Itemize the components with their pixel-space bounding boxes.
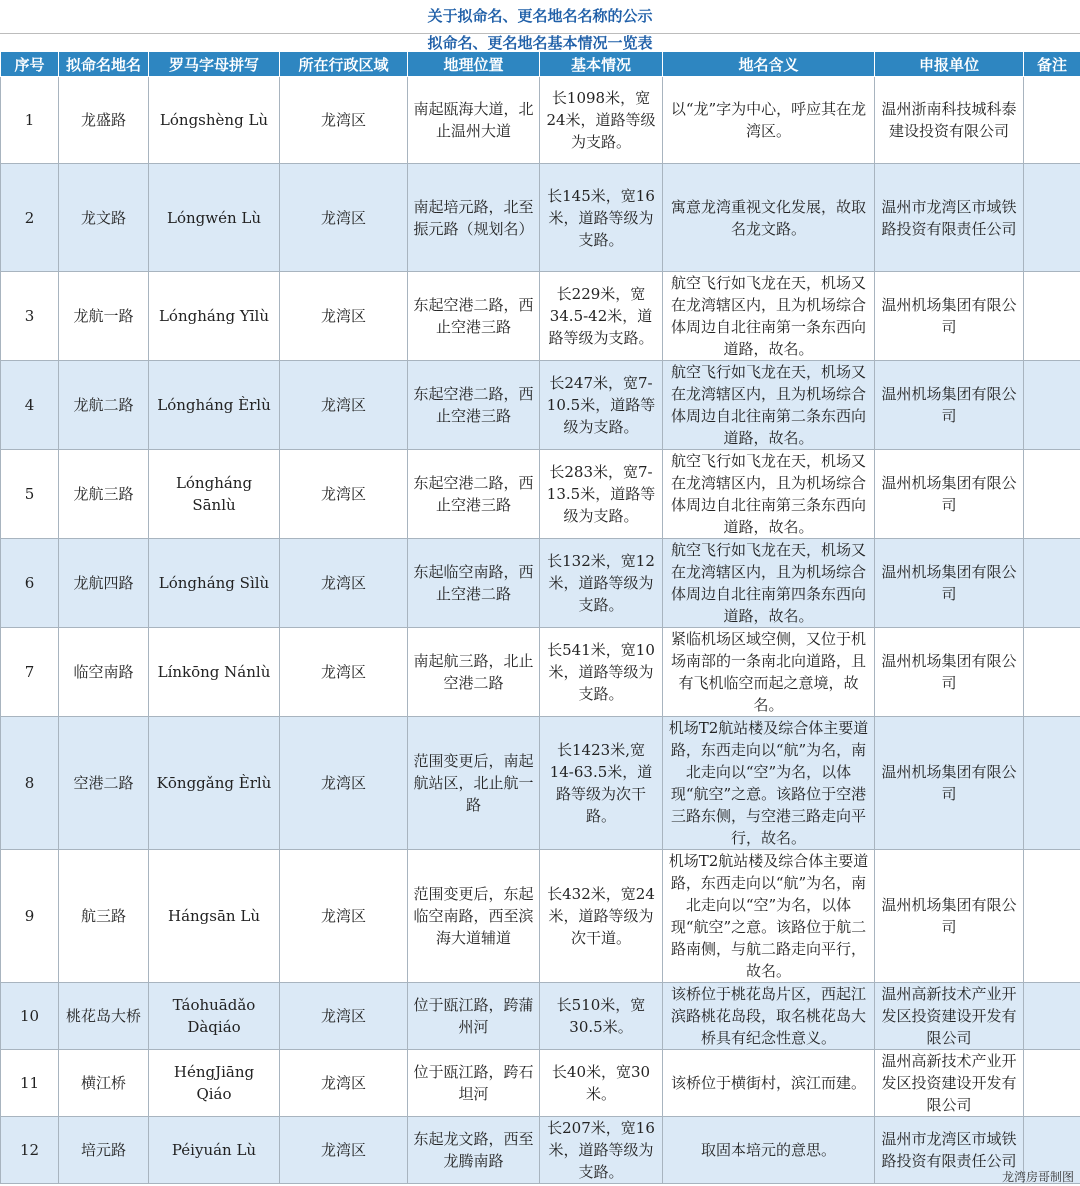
cell-applicant: 温州机场集团有限公司 bbox=[875, 850, 1024, 983]
cell-pinyin: Lóngháng Sìlù bbox=[149, 539, 280, 628]
table-subtitle: 拟命名、更名地名基本情况一览表 bbox=[427, 34, 653, 51]
cell-meaning: 机场T2航站楼及综合体主要道路，东西走向以“航”为名，南北走向以“空”为名，以体现“航空”之意。该路位于空港三路东侧，与空港三路走向平行，故名。 bbox=[663, 717, 875, 850]
cell-remark bbox=[1024, 983, 1080, 1050]
cell-meaning: 该桥位于桃花岛片区，西起江滨路桃花岛段，取名桃花岛大桥具有纪念性意义。 bbox=[663, 983, 875, 1050]
cell-name: 横江桥 bbox=[59, 1050, 149, 1117]
cell-location: 范围变更后，东起临空南路，西至滨海大道辅道 bbox=[408, 850, 540, 983]
table-row bbox=[1, 450, 1080, 539]
place-name-table bbox=[0, 51, 1080, 1184]
cell-meaning: 取固本培元的意思。 bbox=[663, 1117, 875, 1184]
header-pinyin: 罗马字母拼写 bbox=[149, 52, 280, 77]
table-header-row bbox=[1, 52, 1080, 77]
cell-district: 龙湾区 bbox=[280, 539, 408, 628]
cell-info: 长1423米,宽14-63.5米，道路等级为次干路。 bbox=[540, 717, 663, 850]
cell-district: 龙湾区 bbox=[280, 164, 408, 272]
cell-district: 龙湾区 bbox=[280, 717, 408, 850]
cell-name: 航三路 bbox=[59, 850, 149, 983]
cell-info: 长247米，宽7-10.5米，道路等级为支路。 bbox=[540, 361, 663, 450]
cell-remark bbox=[1024, 77, 1080, 164]
cell-no: 12 bbox=[1, 1117, 59, 1184]
cell-meaning: 航空飞行如飞龙在天，机场又在龙湾辖区内，且为机场综合体周边自北往南第二条东西向道路，故名。 bbox=[663, 361, 875, 450]
cell-district: 龙湾区 bbox=[280, 77, 408, 164]
header-info: 基本情况 bbox=[540, 52, 663, 77]
cell-pinyin: HéngJiāng Qiáo bbox=[149, 1050, 280, 1117]
header-location: 地理位置 bbox=[408, 52, 540, 77]
cell-location: 东起临空南路，西止空港二路 bbox=[408, 539, 540, 628]
cell-pinyin: Hángsān Lù bbox=[149, 850, 280, 983]
cell-no: 4 bbox=[1, 361, 59, 450]
header-name: 拟命名地名 bbox=[59, 52, 149, 77]
cell-district: 龙湾区 bbox=[280, 628, 408, 717]
cell-pinyin: Kōnggǎng Èrlù bbox=[149, 717, 280, 850]
cell-meaning: 以“龙”字为中心，呼应其在龙湾区。 bbox=[663, 77, 875, 164]
cell-remark bbox=[1024, 164, 1080, 272]
cell-name: 龙盛路 bbox=[59, 77, 149, 164]
cell-name: 龙航二路 bbox=[59, 361, 149, 450]
cell-name: 桃花岛大桥 bbox=[59, 983, 149, 1050]
cell-meaning: 寓意龙湾重视文化发展，故取名龙文路。 bbox=[663, 164, 875, 272]
cell-no: 11 bbox=[1, 1050, 59, 1117]
cell-pinyin: Táohuādǎo Dàqiáo bbox=[149, 983, 280, 1050]
cell-remark bbox=[1024, 272, 1080, 361]
table-row bbox=[1, 717, 1080, 850]
cell-info: 长541米，宽10米，道路等级为支路。 bbox=[540, 628, 663, 717]
cell-no: 9 bbox=[1, 850, 59, 983]
cell-name: 培元路 bbox=[59, 1117, 149, 1184]
cell-info: 长432米，宽24米，道路等级为次干道。 bbox=[540, 850, 663, 983]
cell-applicant: 温州浙南科技城科泰建设投资有限公司 bbox=[875, 77, 1024, 164]
cell-name: 龙航三路 bbox=[59, 450, 149, 539]
cell-applicant: 温州高新技术产业开发区投资建设开发有限公司 bbox=[875, 983, 1024, 1050]
cell-name: 龙航一路 bbox=[59, 272, 149, 361]
cell-info: 长145米，宽16米，道路等级为支路。 bbox=[540, 164, 663, 272]
cell-name: 龙航四路 bbox=[59, 539, 149, 628]
cell-location: 南起瓯海大道，北止温州大道 bbox=[408, 77, 540, 164]
cell-info: 长207米，宽16米，道路等级为支路。 bbox=[540, 1117, 663, 1184]
cell-no: 1 bbox=[1, 77, 59, 164]
cell-location: 南起航三路，北止空港二路 bbox=[408, 628, 540, 717]
cell-applicant: 温州高新技术产业开发区投资建设开发有限公司 bbox=[875, 1050, 1024, 1117]
cell-location: 东起空港二路，西止空港三路 bbox=[408, 361, 540, 450]
cell-location: 范围变更后，南起航站区，北止航一路 bbox=[408, 717, 540, 850]
cell-applicant: 温州机场集团有限公司 bbox=[875, 539, 1024, 628]
table-row bbox=[1, 628, 1080, 717]
table-row bbox=[1, 1117, 1080, 1184]
cell-pinyin: Lóngháng Èrlù bbox=[149, 361, 280, 450]
cell-pinyin: Lóngháng Sānlù bbox=[149, 450, 280, 539]
cell-meaning: 机场T2航站楼及综合体主要道路，东西走向以“航”为名，南北走向以“空”为名，以体现“航空”之意。该路位于航二路南侧，与航二路走向平行，故名。 bbox=[663, 850, 875, 983]
cell-info: 长132米，宽12米，道路等级为支路。 bbox=[540, 539, 663, 628]
cell-meaning: 航空飞行如飞龙在天，机场又在龙湾辖区内，且为机场综合体周边自北往南第四条东西向道路，故名。 bbox=[663, 539, 875, 628]
header-district: 所在行政区域 bbox=[280, 52, 408, 77]
table-row bbox=[1, 272, 1080, 361]
header-remark: 备注 bbox=[1024, 52, 1080, 77]
cell-pinyin: Péiyuán Lù bbox=[149, 1117, 280, 1184]
cell-applicant: 温州市龙湾区市域铁路投资有限责任公司 bbox=[875, 164, 1024, 272]
cell-meaning: 该桥位于横街村，滨江而建。 bbox=[663, 1050, 875, 1117]
cell-name: 空港二路 bbox=[59, 717, 149, 850]
cell-district: 龙湾区 bbox=[280, 272, 408, 361]
header-meaning: 地名含义 bbox=[663, 52, 875, 77]
cell-no: 2 bbox=[1, 164, 59, 272]
cell-no: 5 bbox=[1, 450, 59, 539]
cell-remark bbox=[1024, 361, 1080, 450]
table-row bbox=[1, 983, 1080, 1050]
cell-applicant: 温州机场集团有限公司 bbox=[875, 361, 1024, 450]
cell-applicant: 温州机场集团有限公司 bbox=[875, 717, 1024, 850]
page-title: 关于拟命名、更名地名名称的公示 bbox=[0, 0, 1080, 34]
cell-location: 东起空港二路，西止空港三路 bbox=[408, 272, 540, 361]
cell-applicant: 温州机场集团有限公司 bbox=[875, 272, 1024, 361]
cell-remark bbox=[1024, 450, 1080, 539]
cell-location: 位于瓯江路，跨石坦河 bbox=[408, 1050, 540, 1117]
table-row bbox=[1, 1050, 1080, 1117]
cell-name: 临空南路 bbox=[59, 628, 149, 717]
cell-meaning: 航空飞行如飞龙在天，机场又在龙湾辖区内，且为机场综合体周边自北往南第一条东西向道路，故名。 bbox=[663, 272, 875, 361]
cell-remark bbox=[1024, 1050, 1080, 1117]
cell-district: 龙湾区 bbox=[280, 1050, 408, 1117]
cell-no: 8 bbox=[1, 717, 59, 850]
cell-info: 长510米，宽30.5米。 bbox=[540, 983, 663, 1050]
cell-remark bbox=[1024, 628, 1080, 717]
cell-location: 东起龙文路，西至龙腾南路 bbox=[408, 1117, 540, 1184]
cell-location: 位于瓯江路，跨蒲州河 bbox=[408, 983, 540, 1050]
cell-applicant: 温州机场集团有限公司 bbox=[875, 450, 1024, 539]
cell-applicant: 温州市龙湾区市域铁路投资有限责任公司 bbox=[875, 1117, 1024, 1184]
cell-remark bbox=[1024, 539, 1080, 628]
header-no: 序号 bbox=[1, 52, 59, 77]
cell-pinyin: Lóngwén Lù bbox=[149, 164, 280, 272]
cell-pinyin: Línkōng Nánlù bbox=[149, 628, 280, 717]
table-row bbox=[1, 164, 1080, 272]
cell-remark bbox=[1024, 717, 1080, 850]
cell-no: 7 bbox=[1, 628, 59, 717]
table-row bbox=[1, 77, 1080, 164]
cell-pinyin: Lóngshèng Lù bbox=[149, 77, 280, 164]
cell-name: 龙文路 bbox=[59, 164, 149, 272]
cell-location: 东起空港二路，西止空港三路 bbox=[408, 450, 540, 539]
cell-info: 长283米，宽7-13.5米，道路等级为支路。 bbox=[540, 450, 663, 539]
cell-district: 龙湾区 bbox=[280, 450, 408, 539]
cell-location: 南起培元路，北至振元路（规划名） bbox=[408, 164, 540, 272]
cell-district: 龙湾区 bbox=[280, 850, 408, 983]
table-row bbox=[1, 850, 1080, 983]
cell-pinyin: Lóngháng Yīlù bbox=[149, 272, 280, 361]
cell-applicant: 温州机场集团有限公司 bbox=[875, 628, 1024, 717]
cell-district: 龙湾区 bbox=[280, 1117, 408, 1184]
cell-no: 3 bbox=[1, 272, 59, 361]
cell-info: 长40米，宽30米。 bbox=[540, 1050, 663, 1117]
table-row bbox=[1, 539, 1080, 628]
cell-district: 龙湾区 bbox=[280, 983, 408, 1050]
cell-meaning: 航空飞行如飞龙在天，机场又在龙湾辖区内，且为机场综合体周边自北往南第三条东西向道路，故名。 bbox=[663, 450, 875, 539]
cell-info: 长229米，宽34.5-42米，道路等级为支路。 bbox=[540, 272, 663, 361]
header-applicant: 申报单位 bbox=[875, 52, 1024, 77]
cell-remark bbox=[1024, 850, 1080, 983]
cell-no: 10 bbox=[1, 983, 59, 1050]
cell-info: 长1098米，宽24米，道路等级为支路。 bbox=[540, 77, 663, 164]
table-row bbox=[1, 361, 1080, 450]
cell-meaning: 紧临机场区域空侧，又位于机场南部的一条南北向道路，且有飞机临空而起之意境，故名。 bbox=[663, 628, 875, 717]
cell-district: 龙湾区 bbox=[280, 361, 408, 450]
cell-no: 6 bbox=[1, 539, 59, 628]
credit-watermark: 龙湾房哥制图 bbox=[1001, 1170, 1074, 1184]
